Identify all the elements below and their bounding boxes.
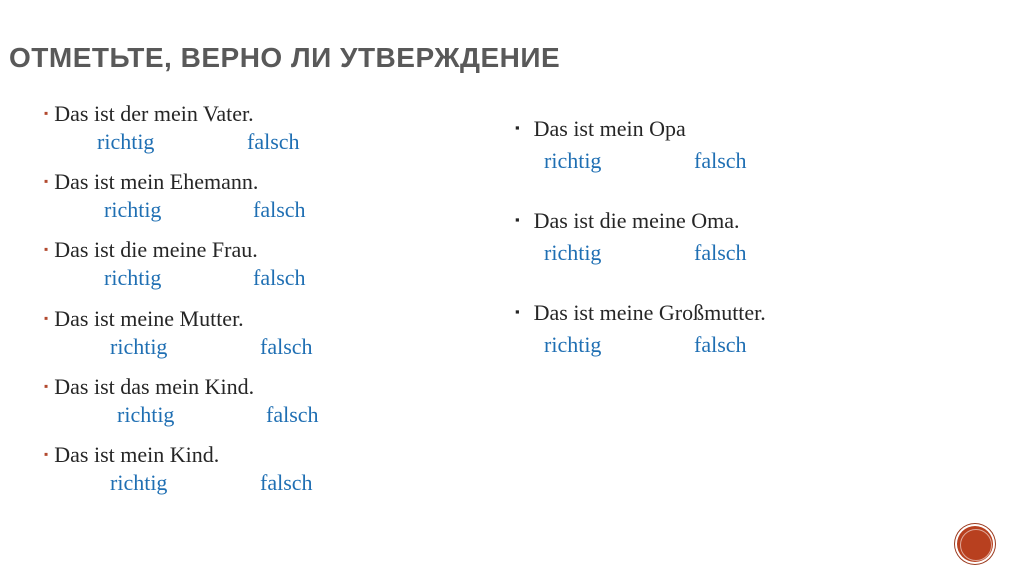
option-falsch[interactable]: falsch [253,197,306,222]
statement-text: Das ist die meine Oma. [533,208,740,233]
statement-text: Das ist der mein Vater. [54,101,254,126]
option-richtig[interactable]: richtig [104,265,162,290]
option-falsch[interactable]: falsch [694,240,747,265]
option-richtig[interactable]: richtig [544,240,602,265]
statement-item [515,299,766,356]
option-falsch[interactable]: falsch [260,334,313,359]
option-falsch[interactable]: falsch [694,332,747,357]
bullet-icon: ▪ [44,447,49,461]
bullet-icon: ▪ [44,311,49,325]
option-richtig[interactable]: richtig [97,129,155,154]
option-falsch[interactable]: falsch [694,148,747,173]
slide-number-badge [955,524,995,564]
statement-item [44,168,306,222]
option-richtig[interactable]: richtig [104,197,162,222]
statement-item [44,305,313,359]
option-falsch[interactable]: falsch [247,129,300,154]
badge-ring-icon [960,529,992,561]
bullet-icon: ▪ [515,212,520,227]
bullet-icon: ▪ [44,174,49,188]
option-falsch[interactable]: falsch [266,402,319,427]
bullet-icon: ▪ [44,106,49,120]
statement-item [44,100,300,154]
bullet-icon: ▪ [515,304,520,319]
statement-text: Das ist mein Ehemann. [54,169,259,194]
statement-text: Das ist meine Großmutter. [533,300,766,325]
statement-text: Das ist meine Mutter. [54,306,244,331]
option-falsch[interactable]: falsch [253,265,306,290]
statement-item [44,441,313,495]
statement-item [44,236,306,290]
bullet-icon: ▪ [515,120,520,135]
option-richtig[interactable]: richtig [110,334,168,359]
option-richtig[interactable]: richtig [110,470,168,495]
option-falsch[interactable]: falsch [260,470,313,495]
statement-item [515,207,747,265]
statement-text: Das ist mein Kind. [54,442,220,467]
statement-text: Das ist mein Opa [533,116,686,141]
statement-text: Das ist das mein Kind. [54,374,255,399]
statement-item [44,373,319,427]
bullet-icon: ▪ [44,242,49,256]
statement-item [515,115,747,173]
bullet-icon: ▪ [44,379,49,393]
statement-text: Das ist die meine Frau. [54,237,258,262]
option-richtig[interactable]: richtig [117,402,175,427]
slide-title: ОТМЕТЬТЕ, ВЕРНО ЛИ УТВЕРЖДЕНИЕ [9,42,561,73]
option-richtig[interactable]: richtig [544,148,602,173]
option-richtig[interactable]: richtig [544,332,602,357]
